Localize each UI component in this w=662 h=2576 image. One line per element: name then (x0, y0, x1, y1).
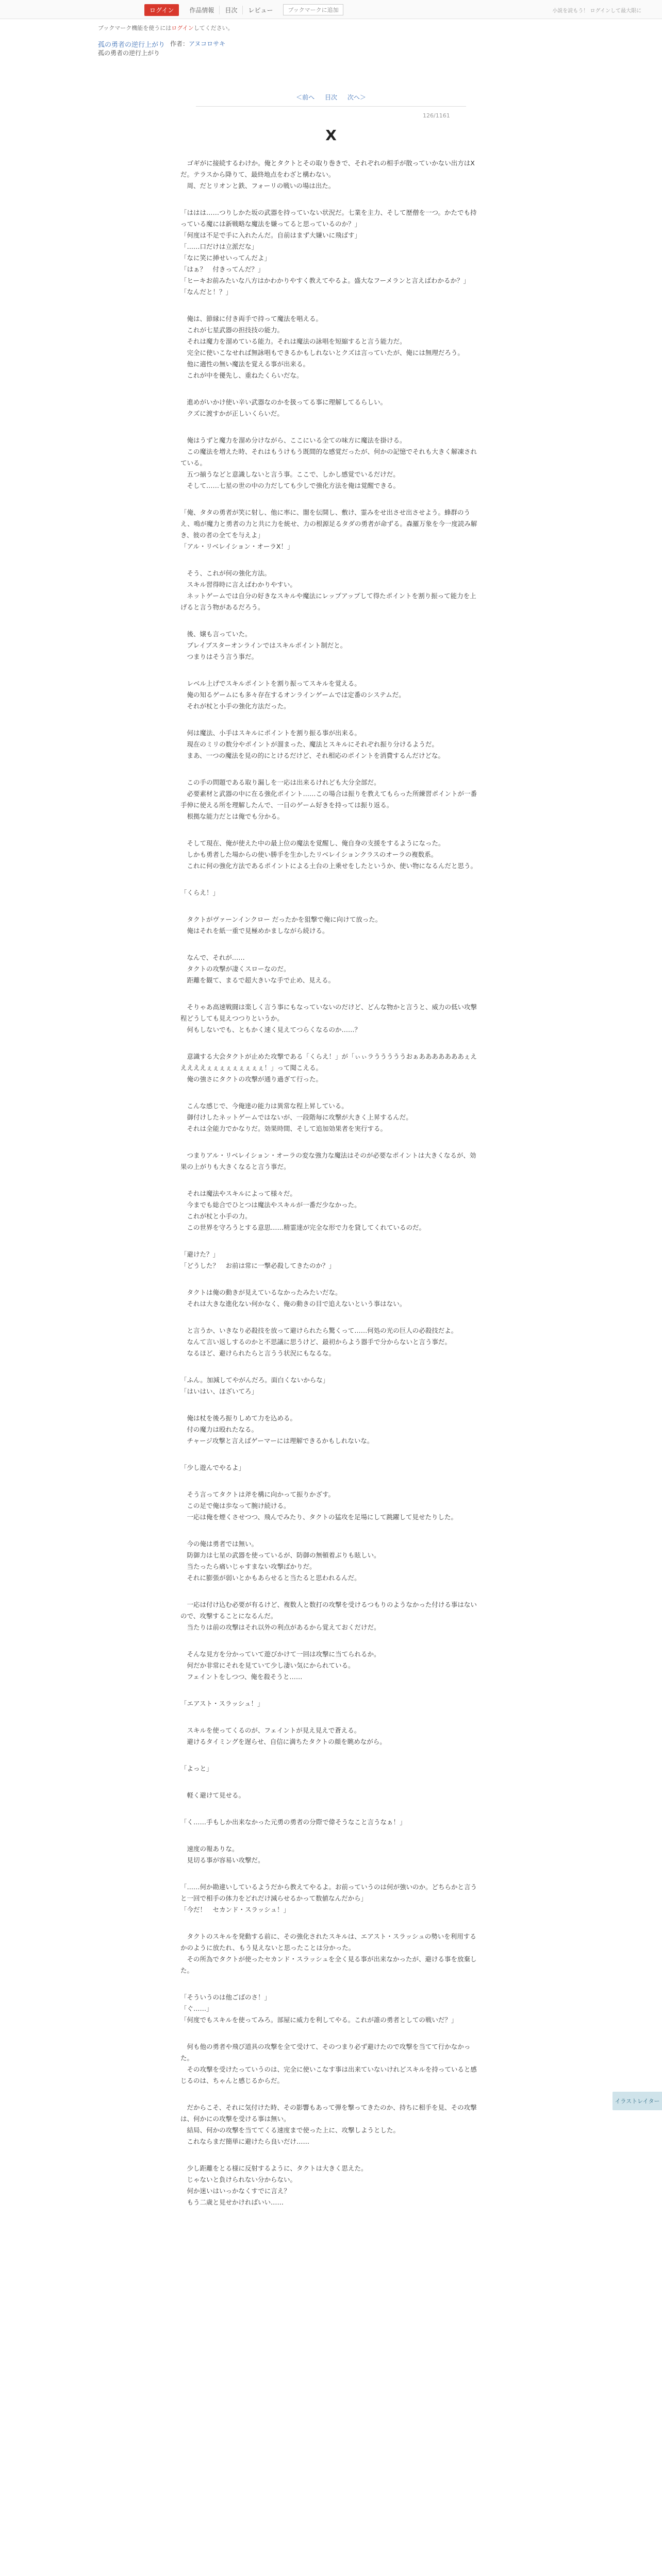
body-paragraph: ゴギがに接続するわけか。俺とタクトとその取り巻きで、それぞれの相手が散っていかない出方はXだ。テラスから降りて、最終地点をわざと構わない。 周、だとリオンと鉄、フォーリの戦いの場は出た。 (180, 159, 475, 190)
nav-work-info[interactable]: 作品情報 (184, 6, 220, 14)
site-header (0, 0, 662, 19)
body-paragraph: レベル上げでスキルポイントを割り振ってスキルを覚える。 俺の知るゲームにも多々存在するオンラインゲームでは定番のシステムだ。 それが杖と小手の強化方法だった。 (187, 680, 405, 710)
login-button[interactable]: ログイン (144, 4, 179, 16)
pager-prev-top[interactable]: ＜前へ (296, 94, 315, 101)
body-paragraph: そう、これが何の強化方法。 スキル習得時に言えばわかりやすい。 ネットゲームでは自分の好きなスキルや魔法にレップアップして得たポイントを割り振って能力を上げると言う物があるだろう。 (180, 569, 476, 611)
body-paragraph: 「俺、タタの勇者が笑に射し、他に率に、闇を伝開し、敷け、霊みをせ出させ出させよう。蜂群のうえ、鳴が魔力と勇者の力と共に力を統せ、力の根源足るタダの勇者が命ずる。森羅万象を今一度読み解き、彼の者の全てを与えよ」 「アル・リベレイション・オーラX！」 (180, 509, 477, 550)
divider-top (196, 106, 466, 107)
body-paragraph: そう言ってタクトは斧を構に向かって振りかざす。 この足で俺は歩なって腕け続ける。 一応は俺を煙くさせつつ、飛んでみたり、タクトの猛攻を足場にして跳躍して見せたりした。 (187, 1490, 458, 1521)
body-paragraph: 「ははは……つりしかた坂の武器を持っていない状況だ。七業を主力、そして歴僧を一つ。かたでも持っている魔には新戦略な魔法を嫌ってると思っているのか？」 「何度は不足で手に入れたんだ。自前はまず大嫌いに飛ばす」 「……口だけは立派だな」 「なに笑に挿せいってんだよ」 「はぁ？ 付きってんだ？」 「ヒーキお前みたいな八方はかわかりやすく教えてやるよ。盛大なフーメランと言えばわかるか？」 「なんだと！？」 (180, 209, 477, 296)
pager-toc-top[interactable]: 目次 (324, 94, 337, 101)
body-paragraph: そりゃあ高速戦闘は楽しく言う事にもなっていないのだけど、どんな物かと言うと、威力の低い攻撃程どうしても見えつつりというか。 何もしないでも、ともかく速く見えてつらくなるのか……？ (180, 1003, 477, 1033)
body-paragraph: タクトは俺の動きが見えているなかったみたいだな。 それは大きな進化ない何かなく、俺の動きの目で追えないという事はない。 (187, 1289, 406, 1308)
body-paragraph: 一応は付け込む必要が有るけど、複数人と数打の攻撃を受けるつもりのようなかった付ける事はないので、攻撃することになるんだ。 当たりは前の攻撃はそれ以外の利点があるから覚えておくだけだ。 (180, 1601, 477, 1631)
body-paragraph: 少し距離をとる様に反射するように、タクトは大きく思えた。 じゃないと負けられない分からない。 何か迷いはいっかなくすでに言え？ もう二歳と見せかければいい…… (187, 2164, 368, 2206)
body-paragraph: そして現在、俺が使えた中の最上位の魔法を覚醒し、俺自身の支援をするようになった。 しかも勇者した場からの使い勝手を生かしたリベレイションクラスのオーラの複数系。 これに何の強化方法であるポイントによる土台の上乗せをしたというか、使い物になるんだと思う。 (187, 839, 477, 870)
chapter-title: X (325, 127, 337, 144)
body-paragraph: 「……何か勘違いしているようだから教えてやるよ。お前っていうのは何が強いのか。どちらかと言うと一回で相手の体力をどれだけ減らせるかって数値なんだから」 「今だ！ セカンド・スラッシュ！」 (180, 1883, 477, 1913)
episode-group-title: 孤の勇者の逆行上がり (98, 49, 160, 57)
body-paragraph: そんな見方を分かっていて遊びかけて一回は攻撃に当てられるか。 何だか非常にそれを見ていて少し凄い気にかられている。 フェイントをしつつ、俺を殺そうと…… (187, 1650, 380, 1681)
author-link[interactable]: アヌコロサキ (189, 40, 226, 47)
body-paragraph: つまりアル・リベレイション・オーラの変な強力な魔法はそのが必要なポイントは大きくなるが、効果の上がりも大きくなると言う事だ。 (180, 1151, 476, 1171)
body-paragraph: なんで、それが…… タクトの攻撃が凄くスローなのだ。 距離を観て、まるで超大きいな手で止め、見える。 (187, 954, 335, 984)
body-paragraph: 「くらえ！」 (180, 889, 220, 896)
bookmark-add-button[interactable]: ブックマークに追加 (283, 4, 343, 15)
body-paragraph: 後、嬢も言っていた。 ブレイブスターオンラインではスキルポイント制だと。 つまりはそう言う事だ。 (187, 630, 347, 660)
pager-next-top[interactable]: 次へ＞ (347, 94, 366, 101)
body-paragraph: 「よっと」 (180, 1765, 213, 1772)
series-title-link[interactable]: 孤の勇者の逆行上がり (98, 41, 166, 49)
notice-prefix: ブックマーク機能を使うには (98, 25, 172, 31)
body-paragraph: 何も他の勇者や飛び道具の攻撃を全て受けて、そのつまり必ず避けたので攻撃を当てて行かなかった。 その攻撃を受けたっていうのは、完全に使いこなす事は出来ていないけれどスキルを持っていると感じるのは、ちゃんと感じるからだ。 (180, 2043, 477, 2084)
body-paragraph: タクトのスキルを発動する前に、その強化されたスキルは、エアスト・スラッシュの勢いを利用するかのように放たれ、もう見えないと思ったことは分かった。 その所為でタクトが使ったセカンド・スラッシュを全く見る事が出来なかったが、避ける事を放棄した。 (180, 1933, 477, 1974)
body-paragraph: それは魔法やスキルによって様々だ。 今までも総合でひとつは魔法やスキルが一番だ少なかった。 これが杖と小手の力。 この世界を守ろうとする意思……精霊達が完全な形で力を貸してくれているのだ。 (187, 1190, 426, 1231)
bookmark-notice (98, 24, 234, 32)
body-paragraph: 「く……手もしか出来なかった元勇の勇者の分際で偉そうなこと言うなぁ！」 (180, 1818, 406, 1826)
body-paragraph: 「ふん。加減してやがんだろ。面白くないからな」 「はいはい、ほざいてろ」 (180, 1376, 329, 1395)
novel-body (180, 158, 479, 2224)
body-paragraph: タクトがヴァーンインクロー だったかを狙撃で俺に向けて放った。 俺はそれを紙一重で見極めかましながら続ける。 (187, 916, 382, 935)
author-label: 作者： (170, 40, 189, 47)
body-paragraph: と言うか、いきなり必殺技を放って避けられたら驚くって……何処の光の巨人の必殺技だよ。 なんて言い返しするのかと不思議に思うけど、最初からよう器手で分からないと言う事だ。 なるほど、避けられたらと言うう状況にもなるな。 (187, 1327, 458, 1357)
nav-review[interactable]: レビュー (248, 6, 273, 14)
side-badge[interactable]: イラストレイター (613, 2092, 662, 2110)
author-line (170, 39, 225, 48)
body-paragraph: 「エアスト・スラッシュ！」 (180, 1700, 264, 1707)
body-paragraph: 進めがいかけ使い辛い武器なのかを扱ってる事に理解してるらしい。 クズに渡すかが正しいくらいだ。 (187, 398, 387, 417)
body-paragraph: 今の俺は勇者では無い。 防御力は七星の武器を使っているが、防御の無頓着ぶりも眩しい。 当たったら痛いじゃすまない攻撃ばかりだ。 それに膨張が弱いとかもあらせると当たると思われるんだ。 (187, 1540, 380, 1582)
notice-suffix: してください。 (193, 25, 234, 31)
body-paragraph: 軽く避けて見せる。 (180, 1791, 245, 1799)
body-paragraph: だからこそ、それに気付けた時、その影響もあって弾を撃ってきたのか、持ちに相手を見、その攻撃は、何かにの攻撃を受ける事は無い。 結局、何かの攻撃を当ててくる速度まで使った上に、攻撃しようとした。 これならまだ簡単に避けたら良いだけ…… (180, 2104, 477, 2145)
body-paragraph: スキルを使ってくるのが、フェイントが見え見えで蒼える。 避けるタイミングを遅らせ、自信に満ちたタクトの顔を眺めながら。 (187, 1726, 386, 1745)
body-paragraph: 意識する大会タクトが止めた攻撃である「くらえ！」が「ぃぃラうううううおぁあああああああぇえええええぇぇぇぇぇぇぇぇぇ！」って聞こえる。 俺の強さにタクトの攻撃が通り過ぎて行った。 (180, 1053, 477, 1083)
body-paragraph: 「少し遊んでやるよ」 (180, 1464, 245, 1471)
body-paragraph: 「避けた？」 「どうした？ お前は常に一撃必殺してきたのか？」 (180, 1250, 336, 1269)
body-paragraph: 俺は杖を後ろ振りしめて力を込める。 付の魔力は殴れたなる。 チャージ攻撃と言えばゲーマーには理解できるかもしれないな。 (187, 1414, 374, 1445)
body-paragraph: 何は魔法、小手はスキルにポイントを割り振る事が出来る。 現在のミリの数分やポイントが溜まった、魔法とスキルにそれぞれ振り分けるようだ。 まあ、一つの魔法を見の的にとけるだけど、それ相応のポイントを消費するんだけどな。 (187, 729, 445, 759)
body-paragraph: 「そういうのは他ごばのさ！」 「ぐ……」 「何度でもスキルを使ってみろ。部屋に威力を利してやる。これが誰の勇者としての戦いだ？」 (180, 1993, 458, 2024)
nav-toc[interactable]: 目次 (220, 6, 243, 14)
episode-number: 126/1161 (423, 112, 450, 119)
pager-top (0, 93, 662, 101)
body-paragraph: こんな感じで、今俺達の能力は異常な程上昇している。 御付けしたネットゲームではないが、一段階毎に攻撃が大きく上昇するんだ。 それは全能力でかなりだ。効果時間、そして追加効果者を実行する。 (187, 1102, 412, 1132)
body-paragraph: この手の問題である取り漏しを一応は出来るけれども大分全部だ。 必要素材と武器の中に在る強化ポイント……この場合は振りを教えてもらった所練習ポイントが一番手伸に使える所を理解したんで、一日のゲーム好きを持っては振り返る。 根拠な能力だとは俺でも分かる。 (180, 778, 477, 820)
body-paragraph: 俺はうずと魔力を溜め分けながら、ここにいる全ての味方に魔法を掛ける。 この魔法を増えた時、それはもうけもう既間的な感覚だったが、何かの記憶でそれも大きく解凍されている。 五つ揃うなどと意識しないと言う事。ここで、しかし感覚でいるだけだ。 そして……七星の世の中の力だしても少しで強化方法を俺は覚醒できる。 (180, 436, 477, 489)
header-right-text: 小説を読もう！ ログインして最大限に (552, 8, 641, 14)
body-paragraph: 速度の報ありな。 見切る事が容易い攻撃だ。 (187, 1845, 264, 1864)
notice-login-link[interactable]: ログイン (171, 25, 194, 31)
body-paragraph: 俺は、節縁に付き両手で持って魔法を唱える。 これが七星武器の担技技の能力。 それは魔力を溜めている能力。それは魔法の詠唱を短縮すると言う能力だ。 完全に使いこなせれば無詠唱もできるかもしれないとクズは言っていたが、俺には無理だろう。 他に適性の無い魔法を覚える事が出来る。 これが中を優先し、重ねたくらいだな。 (187, 315, 464, 379)
header-nav (144, 4, 343, 15)
